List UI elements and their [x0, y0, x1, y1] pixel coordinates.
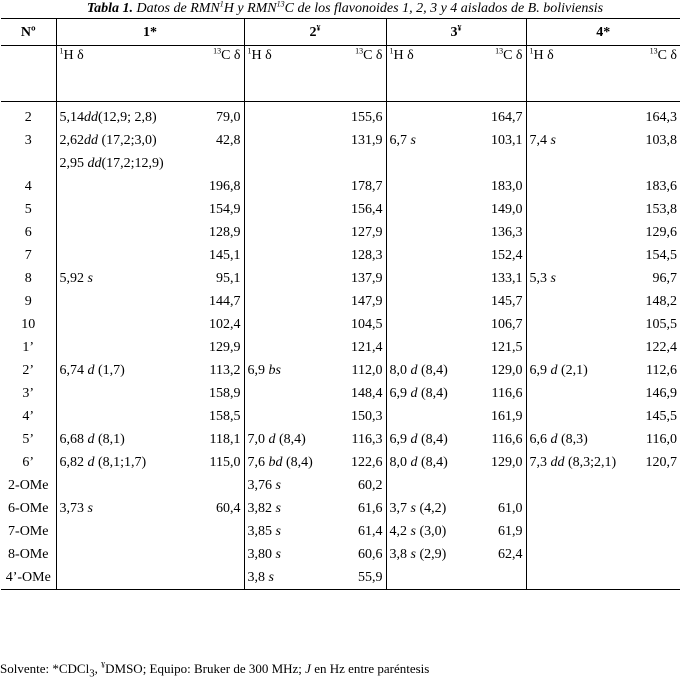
footnote-part: ,: [94, 661, 102, 676]
compound-3-h-shift: [386, 267, 464, 290]
compound-3-h-shift: 3,7 s (4,2): [389, 501, 447, 516]
compound-3-c-shift: 62,4: [464, 543, 526, 566]
row-number: 2-OMe: [1, 474, 56, 497]
compound-4-h-shift: [526, 290, 624, 313]
compound-1-c-shift: 60,4: [184, 497, 244, 520]
header-row: [1, 19, 680, 46]
compound-4-c-shift: 96,7: [652, 271, 677, 286]
table-row: [1, 313, 680, 336]
footnote-part: DMSO; Equipo: Bruker de 300 MHz;: [105, 661, 306, 676]
row-number: 8-OMe: [1, 543, 56, 566]
compound-1-h-shift: 6,82 d (8,1;1,7): [59, 455, 147, 470]
multiplicity: dd: [87, 156, 102, 171]
row-number: 4’: [1, 405, 56, 428]
multiplicity: dd: [550, 455, 565, 470]
compound-2-c-shift: 61,4: [324, 520, 386, 543]
compound-2-c-shift: 128,3: [324, 244, 386, 267]
compound-2-h-shift: [244, 267, 324, 290]
compound-1-h-shift: [56, 520, 184, 543]
footnote-part: en Hz entre paréntesis: [310, 661, 430, 676]
compound-3-h-shift: [386, 474, 464, 497]
compound-4-c-shift: 129,6: [645, 225, 677, 240]
multiplicity: d: [410, 363, 418, 378]
compound-4-c-shift: 103,8: [645, 133, 677, 148]
compound-4-h-shift: [526, 175, 624, 198]
compound-3-c-shift: 152,4: [464, 244, 526, 267]
header-compound-2: [244, 19, 386, 46]
compound-2-c-shift: 155,6: [324, 102, 386, 130]
compound-2-h-shift: [244, 336, 324, 359]
compound-3-c-shift: 145,7: [464, 290, 526, 313]
table-row: [1, 198, 680, 221]
c-sup: 13: [355, 46, 364, 56]
compound-4-c-shift: [624, 152, 680, 175]
row-number: 10: [1, 313, 56, 336]
compound-2-c-shift: 112,0: [324, 359, 386, 382]
caption-sup-1: 1: [219, 0, 224, 9]
c-sup: 13: [495, 46, 504, 56]
compound-2-h-shift: 7,6 bd (8,4): [247, 455, 313, 470]
compound-2-h-shift: [244, 313, 324, 336]
compound-3-c-shift: 106,7: [464, 313, 526, 336]
row-number: 6-OMe: [1, 497, 56, 520]
compound-4-c-shift: [624, 474, 680, 497]
table-row: [1, 221, 680, 244]
compound-4-c-shift: 154,5: [645, 248, 677, 263]
compound-4-c-shift: [624, 520, 680, 543]
header-compound-4: [526, 19, 680, 46]
compound-3-h-shift: [386, 244, 464, 267]
compound-4-h-shift: 6,6 d (8,3): [529, 432, 588, 447]
footnote-mark: ¥: [101, 660, 106, 670]
compound-1-h-shift: [56, 175, 184, 198]
compound-1-c-shift: 118,1: [184, 428, 244, 451]
h-sup: 1: [247, 46, 252, 56]
compound-4-h-shift: [526, 520, 624, 543]
compound-1-h-shift: [56, 474, 184, 497]
compound-1-h-shift: 2,62dd (17,2;3,0): [59, 133, 157, 148]
multiplicity: dd: [84, 110, 98, 125]
table-row: [1, 497, 680, 520]
compound-2-mark: ¥: [316, 22, 321, 32]
caption-text-2: H y RMN: [223, 1, 277, 16]
multiplicity: s: [410, 524, 416, 539]
compound-2-h-shift: 3,82 s: [247, 501, 281, 516]
caption-text-3: C de los flavonoides 1, 2, 3 y 4 aislados de B. boliviensis: [284, 1, 604, 16]
table-row: [1, 405, 680, 428]
table-row: [1, 290, 680, 313]
compound-3-c-shift: 121,5: [464, 336, 526, 359]
compound-2-h-shift: [244, 152, 324, 175]
row-number: 4: [1, 175, 56, 198]
multiplicity: dd: [84, 133, 98, 148]
compound-4-h-shift: [526, 221, 624, 244]
caption-text-1: Datos de RMN: [136, 1, 220, 16]
compound-2-h-shift: [244, 102, 324, 130]
compound-2-h-shift: 3,80 s: [247, 547, 281, 562]
compound-1-h-shift: [56, 566, 184, 590]
compound-3-c-shift: 116,6: [464, 382, 526, 405]
row-number: 6’: [1, 451, 56, 474]
compound-1-h-shift: [56, 290, 184, 313]
compound-1-c-shift: 95,1: [184, 267, 244, 290]
compound-2-h-shift: [244, 382, 324, 405]
compound-2-c-shift: 55,9: [324, 566, 386, 590]
subheader-13c: [324, 46, 386, 102]
table-row: [1, 428, 680, 451]
table-row: [1, 451, 680, 474]
compound-2-c-shift: 147,9: [324, 290, 386, 313]
multiplicity: s: [275, 547, 281, 562]
compound-1-h-shift: 3,73 s: [59, 501, 93, 516]
compound-1-c-shift: 42,8: [184, 129, 244, 152]
table-row: [1, 543, 680, 566]
footnote-j: J: [305, 661, 311, 676]
multiplicity: d: [87, 455, 95, 470]
multiplicity: d: [87, 432, 95, 447]
compound-1-c-shift: 102,4: [184, 313, 244, 336]
compound-1-c-shift: 154,9: [184, 198, 244, 221]
compound-3-c-shift: [464, 474, 526, 497]
table-row: [1, 336, 680, 359]
compound-3-h-shift: [386, 102, 464, 130]
compound-2-c-shift: 127,9: [324, 221, 386, 244]
compound-3-c-shift: 133,1: [464, 267, 526, 290]
compound-4-h-shift: [526, 244, 624, 267]
compound-4-h-shift: 5,3 s: [529, 271, 556, 286]
compound-3-h-shift: 6,7 s: [389, 133, 416, 148]
compound-3-h-shift: [386, 313, 464, 336]
row-number: 7-OMe: [1, 520, 56, 543]
row-number: 5’: [1, 428, 56, 451]
compound-1-h-shift: [56, 198, 184, 221]
compound-4-c-shift: 183,6: [645, 179, 677, 194]
table-row: [1, 152, 680, 175]
compound-4-h-shift: [526, 198, 624, 221]
row-number: 2: [1, 102, 56, 130]
compound-1-h-shift: 5,92 s: [59, 271, 93, 286]
compound-2-c-shift: 137,9: [324, 267, 386, 290]
compound-2-h-shift: 7,0 d (8,4): [247, 432, 306, 447]
compound-3-h-shift: [386, 175, 464, 198]
compound-2-h-shift: [244, 221, 324, 244]
multiplicity: s: [410, 547, 416, 562]
compound-3-c-shift: 129,0: [464, 359, 526, 382]
compound-1-h-shift: [56, 405, 184, 428]
row-number: 3’: [1, 382, 56, 405]
multiplicity: d: [410, 386, 418, 401]
compound-2-c-shift: [324, 152, 386, 175]
compound-2-c-shift: 150,3: [324, 405, 386, 428]
compound-1-h-shift: [56, 382, 184, 405]
compound-4-h-shift: [526, 313, 624, 336]
subheader-13c: [184, 46, 244, 102]
compound-2-c-shift: 104,5: [324, 313, 386, 336]
table-row: [1, 474, 680, 497]
compound-3-c-shift: 183,0: [464, 175, 526, 198]
compound-3-h-shift: [386, 336, 464, 359]
header-compound-1: [56, 19, 244, 46]
footnote-sub: 3: [89, 667, 95, 680]
subheader-13c: [624, 46, 680, 102]
compound-3-c-shift: 103,1: [464, 129, 526, 152]
compound-1-c-shift: 128,9: [184, 221, 244, 244]
compound-1-h-shift: [56, 543, 184, 566]
compound-4-c-shift: 164,3: [624, 102, 680, 130]
compound-2-h-shift: [244, 175, 324, 198]
subheader-1h: [526, 46, 624, 102]
c-sup: 13: [649, 46, 658, 56]
compound-1-c-shift: 158,9: [184, 382, 244, 405]
compound-2-c-shift: 61,6: [324, 497, 386, 520]
multiplicity: s: [275, 501, 281, 516]
compound-4-c-shift: 153,8: [645, 202, 677, 217]
compound-4-h-shift: 7,4 s: [529, 133, 556, 148]
compound-4-h-shift: [526, 336, 624, 359]
compound-1-c-shift: [184, 474, 244, 497]
compound-3-c-shift: [464, 566, 526, 590]
compound-4-c-shift: 112,6: [646, 363, 677, 378]
row-number: 7: [1, 244, 56, 267]
caption-label: Tabla 1.: [86, 1, 134, 16]
compound-2-h-shift: 3,85 s: [247, 524, 281, 539]
multiplicity: d: [410, 432, 418, 447]
multiplicity: s: [87, 271, 93, 286]
table-row: [1, 267, 680, 290]
c-sup: 13: [213, 46, 222, 56]
compound-4-c-shift: 120,7: [645, 455, 677, 470]
compound-2-c-shift: 121,4: [324, 336, 386, 359]
compound-1-c-shift: [184, 520, 244, 543]
compound-3-mark: ¥: [457, 22, 462, 32]
compound-4-h-shift: [526, 566, 624, 590]
h-sup: 1: [59, 46, 64, 56]
compound-1-c-shift: 79,0: [184, 102, 244, 130]
multiplicity: d: [550, 363, 558, 378]
compound-1-h-shift: [56, 244, 184, 267]
footnote-part: Solvente: *CDCl: [0, 661, 90, 676]
table-row: [1, 382, 680, 405]
subheader-1h: [244, 46, 324, 102]
compound-3-h-shift: 8,0 d (8,4): [389, 455, 448, 470]
compound-4-h-shift: [526, 102, 624, 130]
compound-3-h-shift: [386, 152, 464, 175]
compound-3-h-shift: [386, 290, 464, 313]
table-row: [1, 566, 680, 590]
compound-3-c-shift: 164,7: [464, 102, 526, 130]
compound-2-h-shift: [244, 244, 324, 267]
compound-3-c-shift: 61,9: [464, 520, 526, 543]
compound-1-h-shift: 6,68 d (8,1): [59, 432, 125, 447]
compound-2-h-shift: [244, 198, 324, 221]
compound-2-h-shift: [244, 290, 324, 313]
row-number: 4’-OMe: [1, 566, 56, 590]
row-number: 2’: [1, 359, 56, 382]
compound-2-h-shift: [244, 129, 324, 152]
header-compound-3: [386, 19, 526, 46]
compound-4-c-shift: 122,4: [645, 340, 677, 355]
compound-4-h-shift: 7,3 dd (8,3;2,1): [529, 455, 617, 470]
compound-1-h-shift: 2,95 dd(17,2;12,9): [59, 156, 164, 171]
row-number: 5: [1, 198, 56, 221]
compound-4-h-shift: [526, 474, 624, 497]
compound-3-c-shift: 149,0: [464, 198, 526, 221]
compound-4-c-shift: 116,0: [646, 432, 677, 447]
compound-1-c-shift: [184, 543, 244, 566]
compound-2-label: 2: [309, 24, 317, 40]
c-label: C δ: [221, 48, 241, 63]
table-row: [1, 129, 680, 152]
h-sup: 1: [529, 46, 534, 56]
table-row: [1, 520, 680, 543]
row-number: [1, 152, 56, 175]
multiplicity: s: [410, 133, 416, 148]
compound-3-h-shift: 3,8 s (2,9): [389, 547, 447, 562]
compound-4-c-shift: [624, 497, 680, 520]
h-label: H δ: [533, 48, 554, 63]
compound-4-h-shift: 6,9 d (2,1): [529, 363, 588, 378]
compound-1-c-shift: 144,7: [184, 290, 244, 313]
compound-1-h-shift: [56, 221, 184, 244]
compound-3-h-shift: 6,9 d (8,4): [389, 432, 448, 447]
compound-3-h-shift: 4,2 s (3,0): [389, 524, 447, 539]
compound-3-h-shift: [386, 566, 464, 590]
subheader-row: [1, 46, 680, 102]
compound-4-c-shift: 148,2: [645, 294, 677, 309]
compound-3-h-shift: 8,0 d (8,4): [389, 363, 448, 378]
compound-4-c-shift: [624, 543, 680, 566]
compound-3-c-shift: 161,9: [464, 405, 526, 428]
compound-4-h-shift: [526, 382, 624, 405]
compound-2-h-shift: 3,76 s: [247, 478, 281, 493]
subheader-empty: [1, 46, 56, 102]
compound-1-label: 1*: [143, 24, 157, 40]
h-label: H δ: [251, 48, 272, 63]
multiplicity: s: [410, 501, 416, 516]
table-caption: [0, 0, 690, 18]
compound-3-c-shift: 116,6: [464, 428, 526, 451]
compound-4-c-shift: 146,9: [645, 386, 677, 401]
compound-3-h-shift: [386, 198, 464, 221]
multiplicity: d: [550, 432, 558, 447]
compound-1-h-shift: [56, 336, 184, 359]
compound-3-c-shift: [464, 152, 526, 175]
compound-2-h-shift: 3,8 s: [244, 566, 324, 590]
compound-4-c-shift: [624, 566, 680, 590]
compound-3-h-shift: [386, 405, 464, 428]
multiplicity: d: [410, 455, 418, 470]
compound-2-c-shift: 60,2: [324, 474, 386, 497]
compound-2-c-shift: 156,4: [324, 198, 386, 221]
compound-1-c-shift: 129,9: [184, 336, 244, 359]
multiplicity: bs: [268, 363, 281, 378]
compound-3-c-shift: 136,3: [464, 221, 526, 244]
compound-2-c-shift: 148,4: [324, 382, 386, 405]
compound-2-c-shift: 131,9: [324, 129, 386, 152]
compound-1-c-shift: 145,1: [184, 244, 244, 267]
nmr-data-table: [1, 18, 680, 590]
multiplicity: s: [87, 501, 93, 516]
compound-2-c-shift: 122,6: [324, 451, 386, 474]
compound-4-h-shift: [526, 497, 624, 520]
h-label: H δ: [393, 48, 414, 63]
compound-1-h-shift: 5,14dd(12,9; 2,8): [56, 102, 184, 130]
compound-1-h-shift: 6,74 d (1,7): [59, 363, 125, 378]
table-row: [1, 175, 680, 198]
compound-4-h-shift: [526, 152, 624, 175]
multiplicity: s: [268, 570, 274, 585]
c-label: C δ: [363, 48, 383, 63]
compound-1-h-shift: [56, 313, 184, 336]
multiplicity: s: [275, 478, 281, 493]
header-no: Nº: [1, 19, 56, 46]
c-label: C δ: [657, 48, 677, 63]
compound-4-h-shift: [526, 405, 624, 428]
compound-2-h-shift: 6,9 bs: [247, 363, 281, 378]
subheader-13c: [464, 46, 526, 102]
subheader-1h: [56, 46, 184, 102]
compound-1-c-shift: 113,2: [184, 359, 244, 382]
compound-1-c-shift: 158,5: [184, 405, 244, 428]
multiplicity: bd: [268, 455, 283, 470]
compound-4-h-shift: [526, 543, 624, 566]
row-number: 9: [1, 290, 56, 313]
caption-sup-13: 13: [276, 0, 285, 9]
c-label: C δ: [503, 48, 523, 63]
compound-1-c-shift: 115,0: [184, 451, 244, 474]
row-number: 3: [1, 129, 56, 152]
multiplicity: s: [550, 271, 556, 286]
subheader-1h: [386, 46, 464, 102]
h-sup: 1: [389, 46, 394, 56]
multiplicity: d: [87, 363, 95, 378]
row-number: 1’: [1, 336, 56, 359]
compound-4-c-shift: 145,5: [645, 409, 677, 424]
compound-4-label: 4*: [596, 24, 611, 40]
h-label: H δ: [63, 48, 84, 63]
multiplicity: s: [275, 524, 281, 539]
compound-3-c-shift: 129,0: [464, 451, 526, 474]
compound-2-c-shift: 116,3: [324, 428, 386, 451]
row-number: 6: [1, 221, 56, 244]
compound-2-c-shift: 60,6: [324, 543, 386, 566]
compound-1-c-shift: [184, 152, 244, 175]
compound-1-c-shift: 196,8: [184, 175, 244, 198]
compound-1-c-shift: [184, 566, 244, 590]
table-row: [1, 244, 680, 267]
compound-3-c-shift: 61,0: [464, 497, 526, 520]
compound-2-c-shift: 178,7: [324, 175, 386, 198]
compound-2-h-shift: [244, 405, 324, 428]
compound-3-h-shift: [386, 221, 464, 244]
compound-3-h-shift: 6,9 d (8,4): [389, 386, 448, 401]
table-row: [1, 359, 680, 382]
row-number: 8: [1, 267, 56, 290]
table-footnote: [0, 661, 429, 682]
multiplicity: d: [268, 432, 276, 447]
compound-4-c-shift: 105,5: [645, 317, 677, 332]
compound-3-label: 3: [450, 24, 458, 40]
multiplicity: s: [550, 133, 556, 148]
table-row: [1, 102, 680, 130]
